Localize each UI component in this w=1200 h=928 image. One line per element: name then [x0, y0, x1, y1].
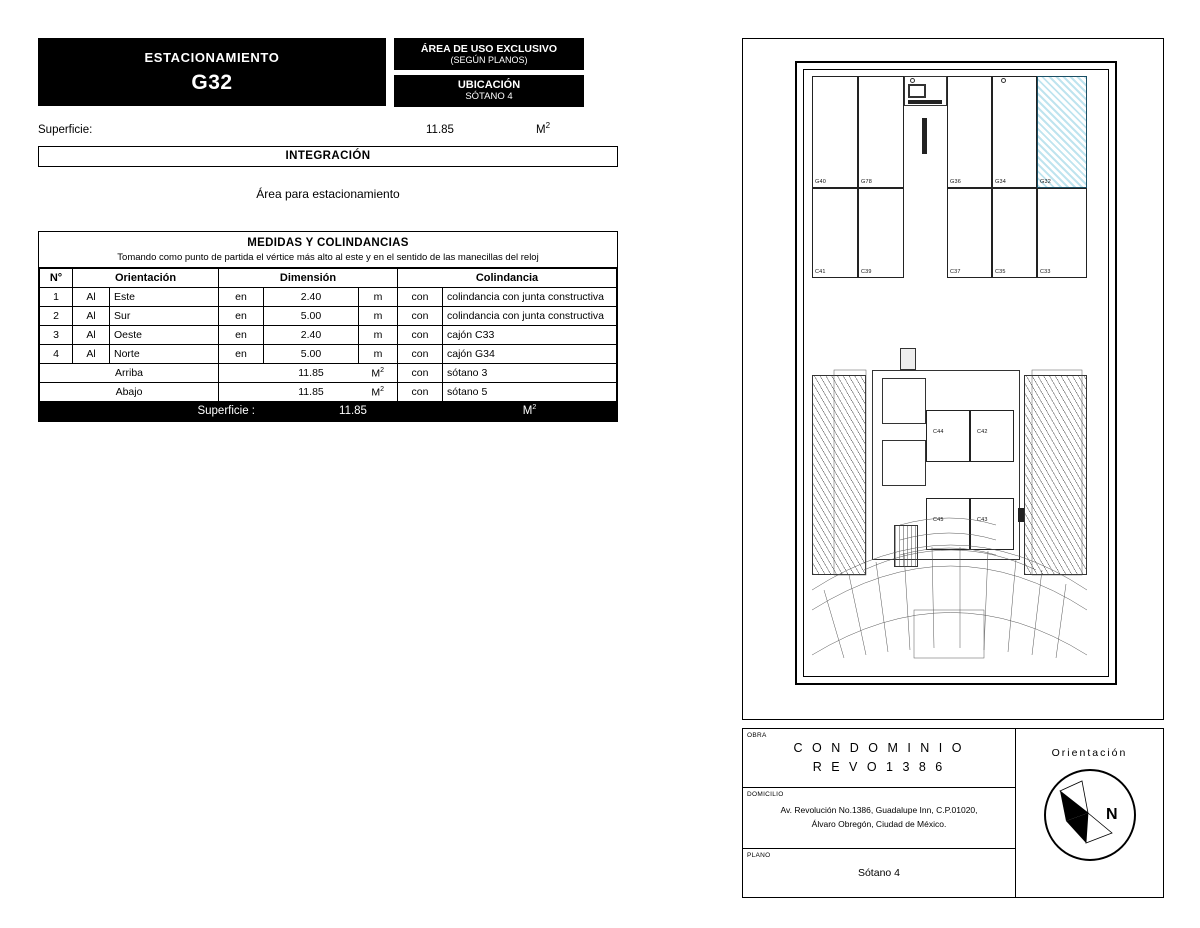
stall-label: C35: [995, 269, 1006, 275]
orientation-panel: [1016, 729, 1163, 897]
cell-abajo-label: Abajo: [40, 382, 219, 401]
cell-abajo-unit: [359, 382, 398, 401]
table-row-abajo: [40, 382, 617, 401]
floor-plan-inner-wall: [803, 69, 1109, 677]
table-row: [40, 306, 617, 325]
cell-abajo-dim: 11.85: [264, 382, 359, 401]
cell-num: 1: [40, 287, 73, 306]
stall-label: C44: [933, 429, 944, 435]
superficie-label: Superficie:: [38, 123, 93, 136]
plano-cell: [743, 849, 1015, 897]
cell-arriba-unit: [359, 363, 398, 382]
stall-label: C43: [977, 517, 988, 523]
estacionamiento-block: [38, 38, 386, 106]
cell-total-unit-text: M: [522, 405, 533, 418]
cell-dim: 5.00: [264, 306, 359, 325]
cell-dim: 5.00: [264, 344, 359, 363]
cell-num: 2: [40, 306, 73, 325]
domicilio-line1: Av. Revolución No.1386, Guadalupe Inn, C.P.01020,: [780, 805, 978, 816]
cell-num: 3: [40, 325, 73, 344]
medidas-title: MEDIDAS Y COLINDANCIAS: [247, 236, 409, 249]
ubicacion-block: [394, 75, 584, 107]
condominio-line1: C O N D O M I N I O: [793, 741, 965, 756]
domicilio-tag: DOMICILIO: [747, 791, 784, 798]
obra-tag: OBRA: [747, 732, 767, 739]
cell-arriba-label: Arriba: [40, 363, 219, 382]
medidas-table-container: [38, 231, 618, 422]
cell-orientacion: Sur: [110, 306, 219, 325]
cell-con: con: [398, 325, 443, 344]
cell-orientacion: Norte: [110, 344, 219, 363]
cell-arriba-colindancia: sótano 3: [443, 363, 617, 382]
cell-abajo-unit-exp: 2: [380, 385, 385, 393]
superficie-row: [38, 121, 618, 136]
cell-arriba-unit-exp: 2: [380, 366, 385, 374]
cell-arriba-con: con: [398, 363, 443, 382]
plano-value: Sótano 4: [857, 867, 901, 879]
svg-text:N: N: [1105, 806, 1118, 823]
stall-label: C33: [1040, 269, 1051, 275]
cell-colindancia: colindancia con junta constructiva: [443, 287, 617, 306]
title-block: [742, 728, 1164, 898]
orientacion-label: Orientación: [1051, 747, 1128, 759]
header-row: [38, 38, 618, 107]
domicilio-line2: Álvaro Obregón, Ciudad de México.: [811, 819, 947, 829]
superficie-unit: [536, 121, 550, 136]
circulation-curves: [804, 70, 1100, 666]
cell-en: en: [219, 287, 264, 306]
table-row: [40, 344, 617, 363]
ubicacion-label: UBICACIÓN: [457, 79, 521, 92]
condominio-line2: R E V O 1 3 8 6: [812, 760, 946, 774]
cell-num: 4: [40, 344, 73, 363]
obra-name: [794, 739, 965, 777]
stall-label: C42: [977, 429, 988, 435]
cell-con: con: [398, 306, 443, 325]
cell-dim: 2.40: [264, 325, 359, 344]
table-row-total: [40, 401, 617, 420]
stall-label: C41: [815, 269, 826, 275]
cell-en: en: [219, 325, 264, 344]
stall-label: G40: [815, 179, 826, 185]
domicilio-value: [770, 804, 987, 831]
area-uso-subtitle: (SEGÚN PLANOS): [450, 54, 528, 65]
cell-con: con: [398, 344, 443, 363]
obra-cell: [743, 729, 1015, 788]
estacionamiento-label: ESTACIONAMIENTO: [144, 49, 280, 65]
cell-unit: m: [359, 287, 398, 306]
stall-label: G78: [861, 179, 872, 185]
header-right-blocks: [394, 38, 584, 107]
cell-unit: m: [359, 344, 398, 363]
medidas-header: [39, 232, 617, 268]
cell-arriba-dim: 11.85: [264, 363, 359, 382]
cell-orientacion: Oeste: [110, 325, 219, 344]
stall-label: G32: [1040, 179, 1051, 185]
cell-total-value: 11.85: [264, 401, 443, 420]
col-num: N°: [40, 268, 73, 287]
plano-tag: PLANO: [747, 852, 771, 859]
superficie-unit-text: M: [536, 123, 546, 136]
superficie-unit-exp: 2: [545, 121, 551, 130]
cell-colindancia: colindancia con junta constructiva: [443, 306, 617, 325]
cell-abajo-unit-text: M: [371, 386, 381, 399]
medidas-subtitle: Tomando como punto de partida el vértice más alto al este y en el sentido de las manecillas del reloj: [117, 251, 539, 263]
medidas-table: [39, 268, 617, 421]
cell-en: en: [219, 306, 264, 325]
integracion-title: INTEGRACIÓN: [38, 146, 618, 167]
cell-unit: m: [359, 325, 398, 344]
cell-total-label: Superficie :: [40, 401, 264, 420]
cell-al: Al: [73, 287, 110, 306]
cell-colindancia: cajón G34: [443, 344, 617, 363]
cell-al: Al: [73, 306, 110, 325]
stall-label: C45: [933, 517, 944, 523]
cell-abajo-con: con: [398, 382, 443, 401]
cell-total-unit-exp: 2: [532, 404, 537, 412]
col-orientacion: Orientación: [73, 268, 219, 287]
estacionamiento-code: G32: [191, 70, 233, 94]
cell-con: con: [398, 287, 443, 306]
table-row-arriba: [40, 363, 617, 382]
cell-abajo-colindancia: sótano 5: [443, 382, 617, 401]
cell-total-unit: [443, 401, 617, 420]
info-panel: [38, 38, 618, 422]
floor-plan-frame: [742, 38, 1164, 720]
table-row: [40, 325, 617, 344]
col-colindancia: Colindancia: [398, 268, 617, 287]
cell-orientacion: Este: [110, 287, 219, 306]
cell-al: Al: [73, 344, 110, 363]
domicilio-cell: [743, 788, 1015, 849]
ubicacion-value: SÓTANO 4: [465, 90, 513, 102]
stall-label: C39: [861, 269, 872, 275]
cell-unit: m: [359, 306, 398, 325]
floor-plan-outer-wall: [795, 61, 1117, 685]
compass-icon: [1044, 769, 1136, 861]
cell-dim: 2.40: [264, 287, 359, 306]
table-row: [40, 287, 617, 306]
cell-arriba-unit-text: M: [371, 367, 381, 380]
table-header-row: [40, 268, 617, 287]
stall-label: G34: [995, 179, 1006, 185]
stall-label: C37: [950, 269, 961, 275]
title-block-left: [743, 729, 1016, 897]
cell-al: Al: [73, 325, 110, 344]
col-dimension: Dimensión: [219, 268, 398, 287]
superficie-value: 11.85: [426, 123, 454, 136]
integracion-description: Área para estacionamiento: [256, 186, 400, 201]
stall-label: G36: [950, 179, 961, 185]
cell-en: en: [219, 344, 264, 363]
area-uso-block: [394, 38, 584, 70]
area-uso-title: ÁREA DE USO EXCLUSIVO: [420, 42, 558, 55]
cell-colindancia: cajón C33: [443, 325, 617, 344]
